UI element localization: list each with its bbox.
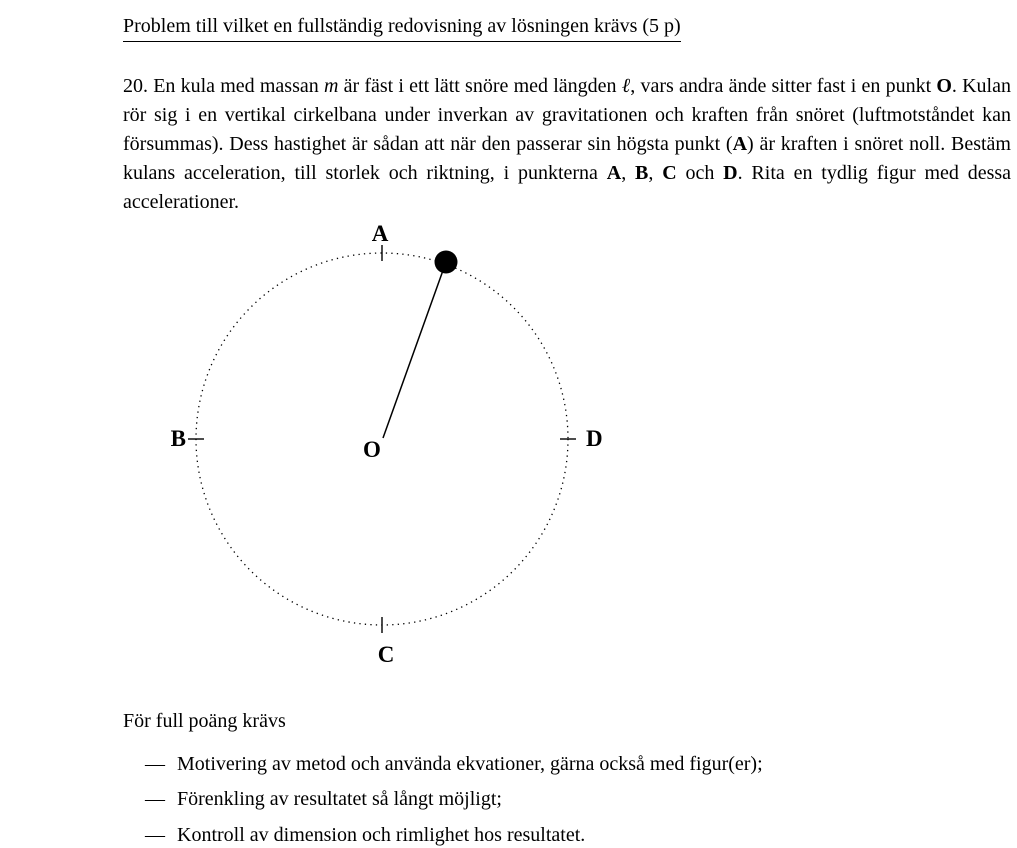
point-label-A: A <box>606 162 622 184</box>
circle-diagram <box>140 210 640 675</box>
point-label-C: C <box>662 162 677 184</box>
point-label-O: O <box>936 75 952 97</box>
item-dash: — <box>145 753 165 775</box>
problem-text: 20. En kula med massan <box>123 75 324 97</box>
problem-text: , <box>621 162 636 184</box>
problem-text: ) är kraften i snöret noll. Bestäm kulans acceleration, till storlek och riktning, i punkterna <box>123 133 1011 184</box>
problem-statement <box>123 72 1011 217</box>
ball <box>435 251 458 274</box>
requirement-item <box>145 823 585 848</box>
problem-text: , vars andra ände sitter fast i en punkt <box>630 75 937 97</box>
requirement-item <box>145 787 502 812</box>
math-symbol-m: m <box>323 75 339 97</box>
orbit-circle <box>196 253 568 625</box>
section-heading-text: Problem till vilket en fullständig redovisning av lösningen krävs (5 p) <box>123 15 681 42</box>
label-C: C <box>377 642 395 667</box>
label-O: O <box>363 437 381 462</box>
footer-intro: För full poäng krävs <box>123 710 286 732</box>
requirement-text: Kontroll av dimension och rimlighet hos resultatet. <box>177 824 586 846</box>
item-dash: — <box>145 788 165 810</box>
requirement-text: Förenkling av resultatet så långt möjligt; <box>177 788 502 810</box>
label-D: D <box>586 426 603 451</box>
section-heading <box>123 15 681 38</box>
problem-text: . Kulan rör sig i en vertikal cirkelbana under inverkan av gravitationen och kraften från snöret (luftmotståndet kan försummas). Dess hastighet är sådan att när den passerar sin högsta punkt ( <box>123 75 1011 155</box>
point-label-D: D <box>723 162 738 184</box>
problem-text: , <box>648 162 663 184</box>
problem-text: . Rita en tydlig figur med dessa accelerationer. <box>123 162 1012 213</box>
requirement-text: Motivering av metod och använda ekvationer, gärna också med figur(er); <box>177 753 763 775</box>
requirement-item <box>145 752 763 777</box>
problem-text: är fäst i ett lätt snöre med längden <box>338 75 622 97</box>
math-symbol-ell: ℓ <box>621 75 631 97</box>
problem-text: och <box>676 162 724 184</box>
point-label-B: B <box>635 162 649 184</box>
label-B: B <box>170 426 186 451</box>
string-line <box>383 262 446 438</box>
label-A: A <box>371 221 389 246</box>
point-label-A: A <box>732 133 748 155</box>
item-dash: — <box>145 824 165 846</box>
